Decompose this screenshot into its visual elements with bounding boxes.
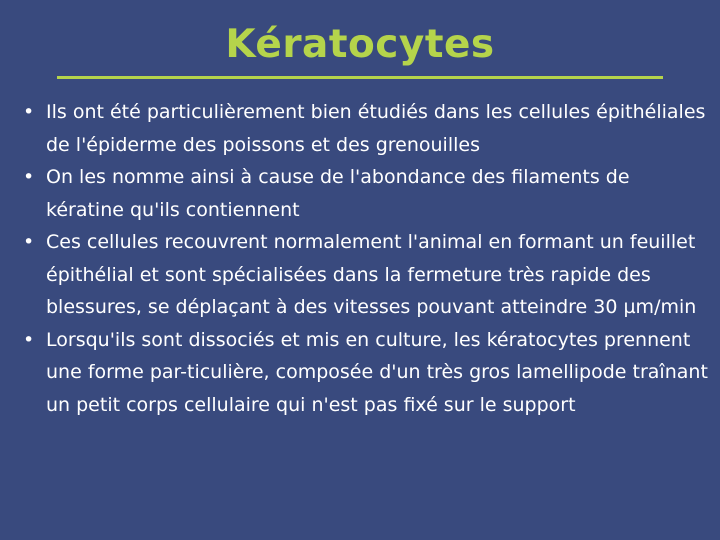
bullet-dot-icon: •	[23, 166, 35, 188]
title-underline	[57, 76, 663, 79]
bullet-dot-icon: •	[23, 101, 35, 123]
bullet-item-3	[18, 226, 708, 324]
bullet-text: Ces cellules recouvrent normalement l'animal en formant un feuillet épithélial et sont spécialisées dans la fermeture très rapide des blessures, se déplaçant à des vitesses pouvant atteindre 30 µm/min	[46, 231, 697, 318]
bullet-item-1	[18, 96, 708, 161]
bullet-text: Lorsqu'ils sont dissociés et mis en culture, les kératocytes prennent une forme par-ticulière, composée d'un très gros lamellipode traînant un petit corps cellulaire qui n'est pas fixé sur le support	[46, 328, 708, 416]
bullet-item-2	[18, 161, 708, 226]
bullet-dot-icon: •	[23, 328, 35, 351]
bullet-list	[18, 96, 708, 421]
bullet-dot-icon: •	[23, 231, 35, 253]
slide-title: Kératocytes	[225, 22, 495, 67]
bullet-item-4	[18, 324, 708, 422]
bullet-text: On les nomme ainsi à cause de l'abondance des filaments de kératine qu'ils contiennent	[46, 166, 630, 221]
bullet-text: Ils ont été particulièrement bien étudiés dans les cellules épithéliales de l'épiderme des poissons et des grenouilles	[46, 101, 706, 156]
